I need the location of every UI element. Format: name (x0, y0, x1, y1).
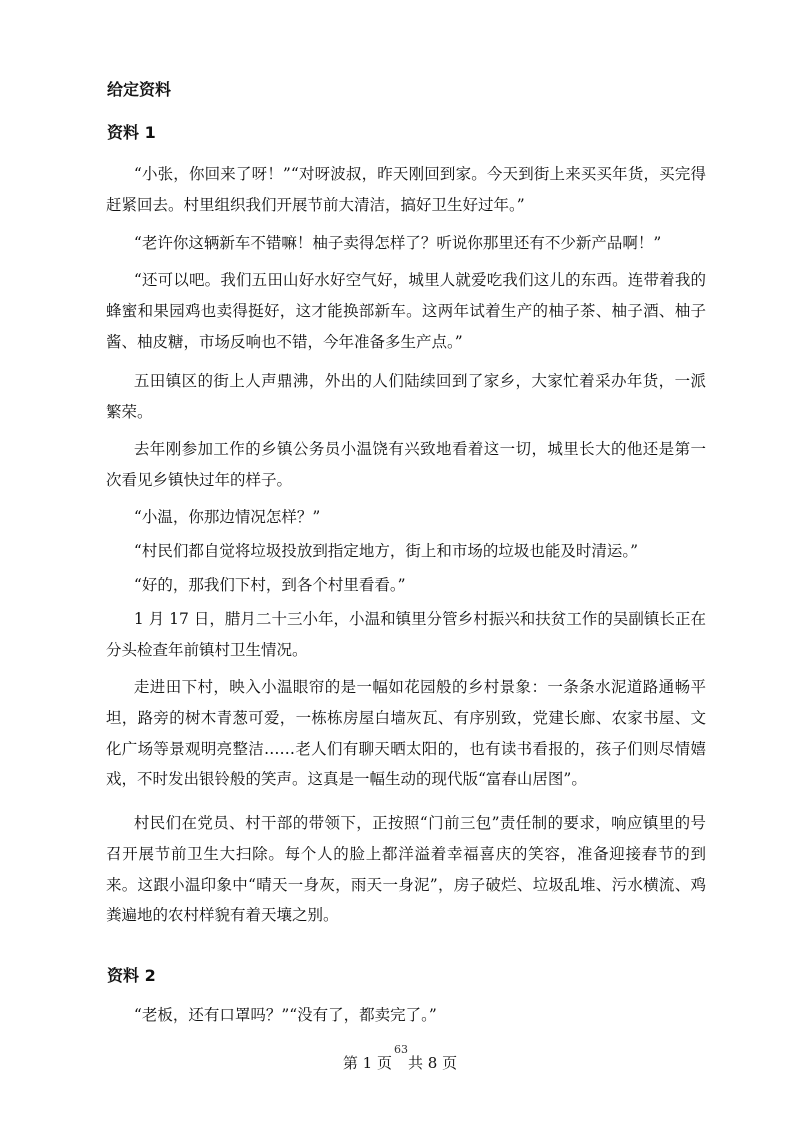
footer-total-label: 共 8 页 (408, 1054, 458, 1072)
page-number: 63 (394, 1043, 408, 1056)
section-title: 给定资料 (107, 80, 172, 99)
material1-paragraph: “还可以吧。我们五田山好水好空气好，城里人就爱吃我们这儿的东西。连带着我的蜂蜜和果园鸡也卖得挺好，这才能换部新车。这两年试着生产的柚子茶、柚子酒、柚子酱、柚皮糖，市场反响也不错，今年准备多生产点。” (106, 271, 706, 351)
material1-paragraph: “村民们都自觉将垃圾投放到指定地方，街上和市场的垃圾也能及时清运。” (133, 542, 638, 560)
material1-title: 资料 1 (107, 123, 156, 142)
material1-paragraph: “小温，你那边情况怎样？” (133, 508, 321, 526)
footer-page-label: 第 1 页 (342, 1054, 392, 1072)
material1-paragraph: 村民们在党员、村干部的带领下，正按照“门前三包”责任制的要求，响应镇里的号召开展节前卫生大扫除。每个人的脸上都洋溢着幸福喜庆的笑容，准备迎接春节的到来。这跟小温印象中“晴天一身灰，雨天一身泥”，房子破烂、垃圾乱堆、污水横流、鸡粪遍地的农村样貌有着天壤之别。 (106, 814, 706, 925)
material1-paragraph: 1 月 17 日，腊月二十三小年，小温和镇里分管乡村振兴和扶贫工作的吴副镇长正在分头检查年前镇村卫生情况。 (106, 610, 706, 659)
page-footer (0, 1053, 800, 1073)
material2-title: 资料 2 (107, 966, 156, 985)
material1-paragraph: 去年刚参加工作的乡镇公务员小温饶有兴致地看着这一切，城里长大的他还是第一次看见乡镇快过年的样子。 (106, 440, 706, 489)
material2-paragraph: “老板，还有口罩吗？”“没有了，都卖完了。” (133, 1006, 437, 1024)
material1-paragraph: 走进田下村，映入小温眼帘的是一幅如花园般的乡村景象：一条条水泥道路通畅平坦，路旁的树木青葱可爱，一栋栋房屋白墙灰瓦、有序别致，党建长廊、农家书屋、文化广场等景观明亮整洁……老人们有聊天晒太阳的，也有读书看报的，孩子们则尽情嬉戏，不时发出银铃般的笑声。这真是一幅生动的现代版“富春山居图”。 (106, 678, 706, 789)
material1-paragraph: 五田镇区的街上人声鼎沸，外出的人们陆续回到了家乡，大家忙着采办年货，一派繁荣。 (106, 372, 706, 421)
material1-paragraph: “小张，你回来了呀！”“对呀波叔，昨天刚回到家。今天到街上来买买年货，买完得赶紧回去。村里组织我们开展节前大清洁，搞好卫生好过年。” (106, 165, 706, 214)
material1-paragraph: “老许你这辆新车不错嘛！柚子卖得怎样了？听说你那里还有不少新产品啊！” (133, 234, 662, 252)
material1-paragraph: “好的，那我们下村，到各个村里看看。” (133, 576, 406, 594)
